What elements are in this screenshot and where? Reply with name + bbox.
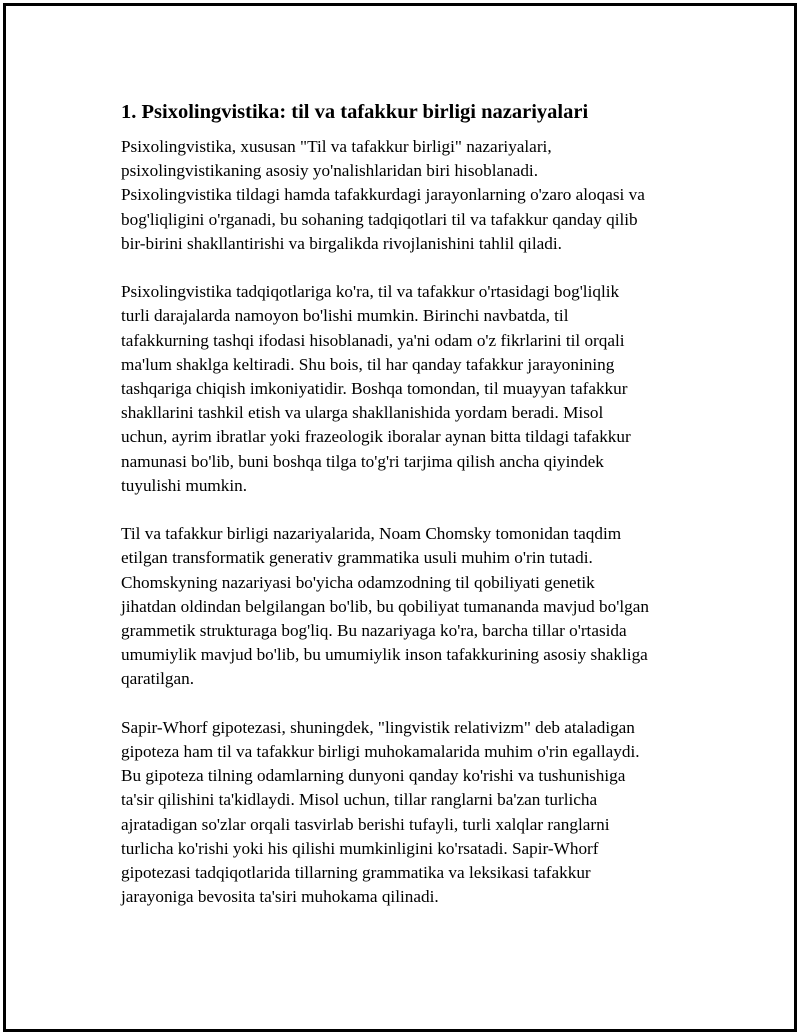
text-line: jarayoniga bevosita ta'siri muhokama qilinadi. — [121, 887, 439, 907]
text-line: Psixolingvistika, xususan "Til va tafakkur birligi" nazariyalari, — [121, 137, 552, 156]
text-line: ajratadigan so'zlar orqali tasvirlab berishi tufayli, turli xalqlar ranglarni — [121, 814, 610, 834]
text-line: Bu gipoteza tilning odamlarning dunyoni qanday ko'rishi va tushunishiga — [121, 766, 626, 786]
text-line: grammetik strukturaga bog'liq. Bu nazariyaga ko'ra, barcha tillar o'rtasida — [121, 621, 627, 641]
text-line: uchun, ayrim ibratlar yoki frazeologik iboralar aynan bitta tildagi tafakkur — [121, 427, 631, 447]
text-line: ta'sir qilishini ta'kidlaydi. Misol uchun, tillar ranglarni ba'zan turlicha — [121, 790, 598, 810]
text-line: qaratilgan. — [121, 669, 195, 689]
text-line: Sapir-Whorf gipotezasi, shuningdek, "lingvistik relativizm" deb ataladigan — [121, 717, 635, 737]
text-line: bir-birini shakllantirishi va birgalikda rivojlanishini tahlil qiladi. — [121, 233, 562, 253]
document-body — [121, 98, 701, 934]
text-line: etilgan transformatik generativ grammatika usuli muhim o'rin tutadi. — [121, 548, 593, 568]
text-line: tashqariga chiqish imkoniyatidir. Boshqa tomondan, til muayyan tafakkur — [121, 379, 628, 399]
text-line: turli darajalarda namoyon bo'lishi mumkin. Birinchi navbatda, til — [121, 306, 569, 326]
text-line: bog'liqligini o'rganadi, bu sohaning tadqiqotlari til va tafakkur qanday qilib — [121, 209, 638, 229]
text-line: Chomskyning nazariyasi bo'yicha odamzodning til qobiliyati genetik — [121, 572, 595, 592]
text-line: umumiylik mavjud bo'lib, bu umumiylik inson tafakkurining asosiy shakliga — [121, 645, 648, 665]
page-frame — [3, 3, 797, 1032]
text-line: psixolingvistikaning asosiy yo'nalishlaridan biri hisoblanadi. — [121, 161, 538, 181]
text-line: tafakkurning tashqi ifodasi hisoblanadi, ya'ni odam o'z fikrlarini til orqali — [121, 330, 625, 350]
text-line: Psixolingvistika tadqiqotlariga ko'ra, til va tafakkur o'rtasidagi bog'liqlik — [121, 282, 620, 302]
paragraph-4 — [121, 716, 701, 910]
text-line: Til va tafakkur birligi nazariyalarida, Noam Chomsky tomonidan taqdim — [121, 524, 622, 544]
paragraph-1 — [121, 135, 701, 256]
text-line: namunasi bo'lib, buni boshqa tilga to'g'ri tarjima qilish ancha qiyindek — [121, 451, 604, 471]
paragraph-2 — [121, 280, 701, 498]
text-line: turlicha ko'rishi yoki his qilishi mumkinligini ko'rsatadi. Sapir-Whorf — [121, 838, 599, 858]
text-line: ma'lum shaklga keltiradi. Shu bois, til har qanday tafakkur jarayonining — [121, 354, 615, 374]
document-title: 1. Psixolingvistika: til va tafakkur birligi nazariyalari — [121, 101, 589, 123]
text-line: jihatdan oldindan belgilangan bo'lib, bu qobiliyat tumananda mavjud bo'lgan — [121, 596, 649, 616]
text-line: Psixolingvistika tildagi hamda tafakkurdagi jarayonlarning o'zaro aloqasi va — [121, 185, 645, 205]
text-line: shakllarini tashkil etish va ularga shakllanishida yordam beradi. Misol — [121, 403, 604, 423]
text-line: gipotezasi tadqiqotlarida tillarning grammatika va leksikasi tafakkur — [121, 863, 591, 883]
text-line: gipoteza ham til va tafakkur birligi muhokamalarida muhim o'rin egallaydi. — [121, 742, 640, 762]
paragraph-3 — [121, 522, 701, 691]
text-line: tuyulishi mumkin. — [121, 475, 248, 495]
